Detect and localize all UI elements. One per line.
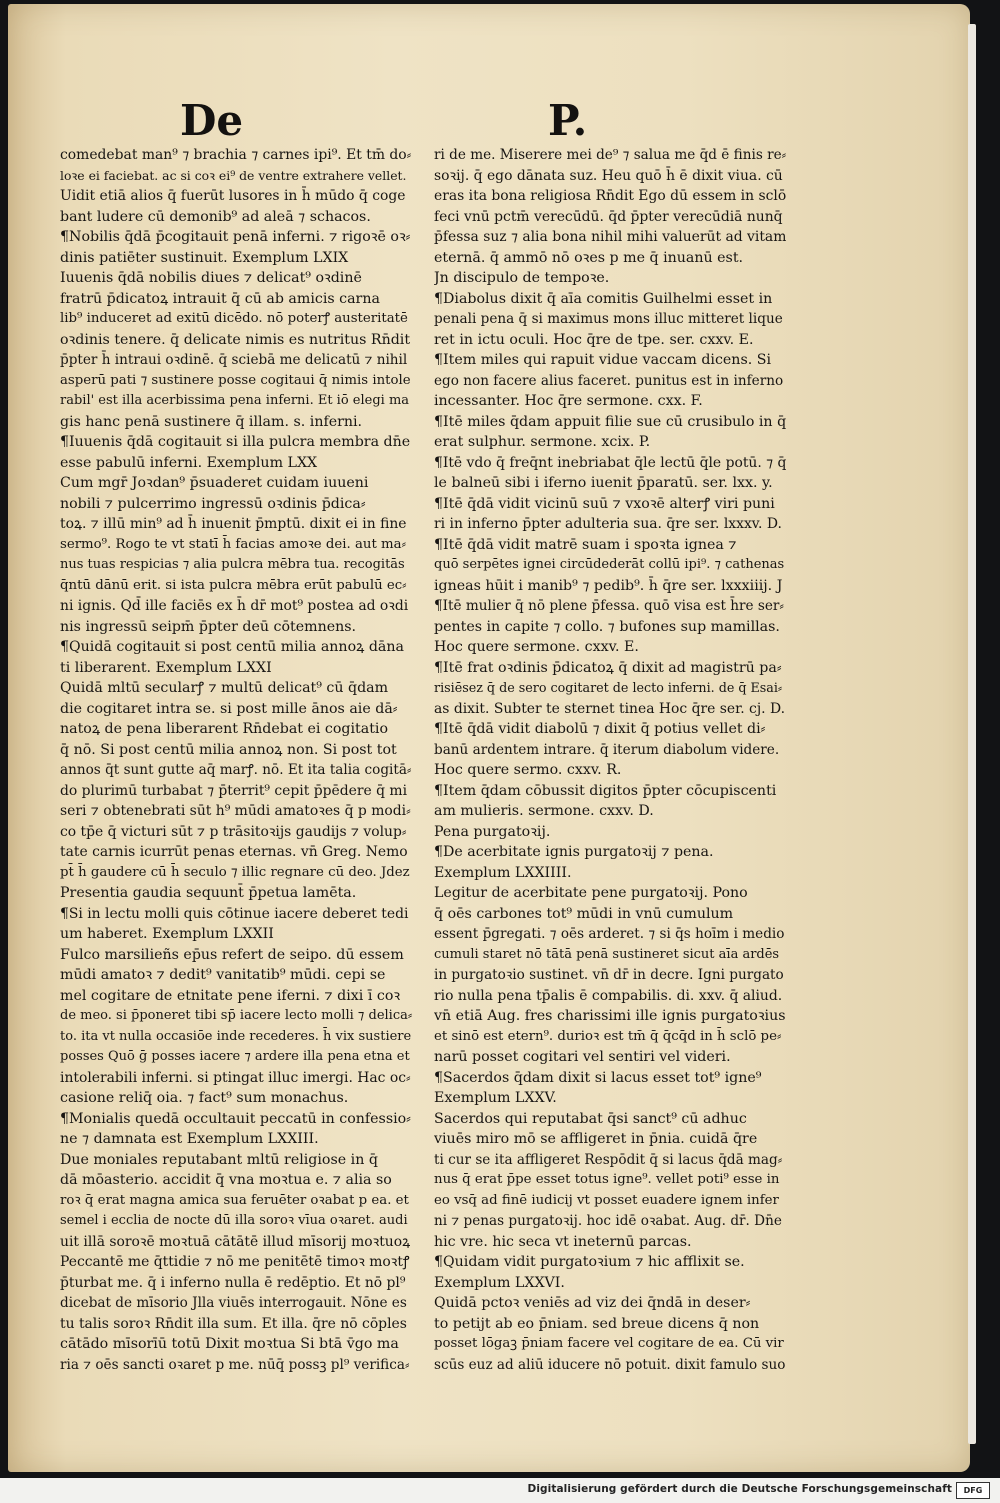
text-line: vn̄ etiā Aug. fres charissimi ille ignis purgatoꝛius: [434, 1008, 786, 1024]
text-line: sermo⁹. Rogo te vt statī h̄ facias amoꝛe dei. aut ma⸗: [60, 536, 407, 552]
text-line: intolerabili inferni. si ptingat illuc imergi. Hac oc⸗: [60, 1069, 411, 1086]
text-line: to petijt ab eo p̄niam. sed breue dicens q̄ non: [434, 1315, 760, 1332]
text-line: ego non facere alius faceret. punitus est in inferno: [434, 372, 784, 389]
text-line: ¶Itē frat oꝛdinis p̄dicatoꝝ q̄ dixit ad magistrū pa⸗: [434, 659, 782, 676]
running-header-right: P.: [548, 96, 588, 145]
text-line: Presentia gaudia sequunt̄ p̄petua lamēta.: [60, 885, 357, 901]
text-line: semel i ecclia de nocte dū illa soroꝛ vīua oꝛaret. audi: [60, 1213, 408, 1228]
text-line: casione reliq̄ oia. ⁊ fact⁹ sum monachus.: [60, 1090, 349, 1106]
footer-bar: [0, 1478, 1000, 1503]
text-line: in purgatoꝛio sustinet. vn̄ dr̄ in decre. Igni purgato: [434, 967, 784, 983]
text-line: p̄turbat me. q̄ i inferno nulla ē redēptio. Et nō pl⁹: [60, 1274, 406, 1291]
text-line: toꝝ. ⁊ illū min⁹ ad h̄ inuenit p̄mptū. dixit ei in fine: [60, 516, 407, 532]
text-line: rio nulla pena tp̄alis ē compabilis. di. xxv. q̄ aliud.: [434, 987, 783, 1004]
running-header-left: De: [180, 96, 244, 145]
text-line: nis ingressū seipm̄ p̄pter deū cōtemnens.: [60, 618, 357, 635]
text-line: ¶Itē q̄dā vidit matrē suam i spoꝛta ignea ⁊: [434, 536, 737, 553]
text-line: Exemplum LXXIIII.: [434, 864, 572, 881]
text-line: eo vsq̄ ad finē iudicij vt posset euadere ignem infer: [434, 1192, 779, 1208]
text-line: hic vre. hic seca vt ineternū parcas.: [434, 1233, 692, 1250]
text-line: ¶Quidā cogitauit si post centū milia annoꝝ dāna: [60, 639, 404, 655]
text-line: pentes in capite ⁊ collo. ⁊ bufones sup mamillas.: [434, 618, 780, 635]
text-line: nus tuas respicias ⁊ alia pulcra mēbra tua. recogitās: [60, 557, 405, 572]
text-line: ¶Itē mulier q̄ nō plene p̄fessa. quō visa est h̄re ser⸗: [434, 598, 784, 614]
text-line: soꝛij. q̄ ego dānata suz. Heu quō h̄ ē dixit viua. cū: [434, 167, 783, 184]
text-line: asperū pati ⁊ sustinere posse cogitaui q̄ nimis intole: [60, 372, 411, 388]
text-line: natoꝝ de pena liberarent Rn̄debat ei cogitatio: [60, 721, 388, 737]
text-line: penali pena q̄ si maximus mons illuc mitteret lique: [434, 311, 783, 327]
text-line: eras ita bona religiosa Rn̄dit Ego dū essem in sclō: [434, 188, 786, 204]
text-line: dicebat de mīsorio Jlla viuēs interrogauit. Nōne es: [60, 1295, 407, 1311]
text-line: tu talis soroꝛ Rn̄dit illa sum. Et illa. q̄re nō cōples: [60, 1315, 407, 1332]
text-line: Jn discipulo de tempoꝛe.: [434, 270, 610, 286]
text-line: ¶Si in lectu molli quis cōtinue iacere deberet tedi: [60, 905, 409, 922]
text-line: Fulco marsilieñs ep̄us refert de seipo. dū essem: [60, 946, 404, 963]
text-line: oꝛdinis tenere. q̄ delicate nimis es nutritus Rn̄dit: [60, 331, 411, 348]
text-line: Exemplum LXXVI.: [434, 1274, 565, 1291]
text-line: ¶Item q̄dam cōbussit digitos p̄pter cōcupiscenti: [434, 782, 777, 799]
text-line: mūdi amatoꝛ ⁊ dedit⁹ vanitatib⁹ mūdi. cepi se: [60, 967, 386, 983]
text-line: as dixit. Subter te sternet tinea Hoc q̄re ser. cj. D.: [434, 700, 786, 717]
text-line: igneas hūit i manib⁹ ⁊ pedib⁹. h̄ q̄re ser. lxxxiiij. J: [434, 577, 783, 594]
text-line: nus q̄ erat p̄pe esset totus igne⁹. vellet poti⁹ esse in: [434, 1172, 780, 1187]
dfg-logo: DFG: [956, 1482, 990, 1499]
text-line: Iuuenis q̄dā nobilis diues ⁊ delicat⁹ oꝛdinē: [60, 270, 362, 286]
text-line: Due moniales reputabant mltū religiose in q̄: [60, 1151, 378, 1168]
text-line: p̄pter h̄ intraui oꝛdinē. q̄ sciebā me delicatū ⁊ nihil: [60, 352, 408, 368]
text-line: am mulieris. sermone. cxxv. D.: [434, 803, 654, 819]
text-line: ¶Itē q̄dā vidit diabolū ⁊ dixit q̄ potius vellet di⸗: [434, 721, 766, 737]
text-line: ¶Nobilis q̄dā p̄cogitauit penā inferni. ⁊ rigoꝛē oꝛ⸗: [60, 229, 411, 245]
text-column-right: [434, 145, 786, 1375]
text-line: loꝛe ei faciebat. ac si coꝛ ei⁹ de ventre extrahere vellet.: [60, 167, 407, 183]
text-line: dā mōasterio. accidit q̄ vna moꝛtua e. ⁊ alia so: [60, 1172, 392, 1188]
text-line: lib⁹ induceret ad exitū dicēdo. nō poterꝭ austeritatē: [60, 311, 408, 326]
text-line: posset lōgaꝫ p̄niam facere vel cogitare de ea. Cū vir: [434, 1336, 784, 1351]
text-line: ¶Monialis quedā occultauit peccatū in confessio⸗: [60, 1110, 411, 1127]
text-line: ¶De acerbitate ignis purgatoꝛij ⁊ pena.: [434, 844, 714, 860]
text-line: cātādo mīsorīū totū Dixit moꝛtua Si btā v̄go ma: [60, 1336, 399, 1352]
text-line: ¶Diabolus dixit q̄ aīa comitis Guilhelmi esset in: [434, 290, 773, 307]
text-line: ni ignis. Qd̄ ille faciēs ex h̄ dr̄ mot⁹ postea ad oꝛdi: [60, 598, 409, 614]
text-line: fratrū p̄dicatoꝝ intrauit q̄ cū ab amicis carna: [60, 290, 380, 307]
text-line: ti cur se ita affligeret Respōdit q̄ si lacus q̄dā mag⸗: [434, 1151, 783, 1168]
text-line: Legitur de acerbitate pene purgatoꝛij. Pono: [434, 885, 748, 901]
text-line: ria ⁊ oēs sancti oꝛaret p me. nūq̄ possꝫ pl⁹ verifica⸗: [60, 1356, 410, 1373]
text-line: Quidā pctoꝛ veniēs ad viz dei q̄ndā in deser⸗: [434, 1295, 751, 1311]
text-line: uit illā soroꝛē moꝛtuā cātātē illud mīsorij moꝛtuoꝝ: [60, 1233, 411, 1250]
text-line: roꝛ q̄ erat magna amica sua feruēter oꝛabat p ea. et: [60, 1192, 409, 1208]
text-line: feci vnū pctm̄ verecūdū. q̄d p̄pter verecūdiā nunq̄: [434, 208, 783, 225]
text-line: ¶Itē vdo q̄ freq̄nt inebriabat q̄le lectū q̄le potū. ⁊ q̄: [434, 454, 786, 471]
text-line: comedebat man⁹ ⁊ brachia ⁊ carnes ipi⁹. Et tm̄ do⸗: [60, 147, 412, 163]
text-line: to. ita vt nulla occasiōe inde recederes. h̄ vix sustiere: [60, 1028, 412, 1044]
text-line: eternā. q̄ ammō nō oꝛes p me q̄ inuanū est.: [434, 249, 744, 266]
text-line: Uidit etiā alios q̄ fuerūt lusores in h̄ mūdo q̄ coge: [60, 188, 406, 204]
text-line: ri de me. Miserere mei de⁹ ⁊ salua me q̄d ē finis re⸗: [434, 147, 786, 163]
text-column-left: [60, 145, 412, 1375]
text-line: esse pabulū inferni. Exemplum LXX: [60, 454, 318, 471]
text-line: de meo. si p̄poneret tibi sp̄ iacere lecto molli ⁊ delica⸗: [60, 1008, 412, 1023]
text-line: ti liberarent. Exemplum LXXI: [60, 659, 272, 676]
text-line: risiēsez q̄ de sero cogitaret de lecto inferni. de q̄ Esai⸗: [434, 680, 783, 695]
text-line: le balneū sibi i iferno iuenit p̄paratū. ser. lxx. y.: [434, 475, 773, 491]
text-line: q̄ oēs carbones tot⁹ mūdi in vnū cumulum: [434, 905, 734, 922]
text-line: mel cogitare de etnitate pene iferni. ⁊ dixi ī coꝛ: [60, 987, 401, 1004]
text-line: et sinō est etern⁹. durioꝛ est tm̄ q̄ q̄cq̄d in h̄ sclō pe⸗: [434, 1028, 782, 1044]
text-line: quō serpētes ignei circūdederāt collū ipi⁹. ⁊ cathenas: [434, 557, 785, 572]
text-line: ret in ictu oculi. Hoc q̄re de tpe. ser. cxxv. E.: [434, 331, 754, 348]
text-line: dinis patiēter sustinuit. Exemplum LXIX: [60, 249, 349, 266]
text-line: ¶Quidam vidit purgatoꝛium ⁊ hic afflixit se.: [434, 1254, 745, 1270]
text-line: Hoc quere sermone. cxxv. E.: [434, 639, 639, 655]
text-line: gis hanc penā sustinere q̄ illam. s. inferni.: [60, 413, 363, 430]
text-line: co tp̄e q̄ victuri sūt ⁊ p trāsitoꝛijs gaudijs ⁊ volup⸗: [60, 823, 407, 840]
text-line: Pena purgatoꝛij.: [434, 823, 551, 840]
text-line: essent p̄gregati. ⁊ oēs arderet. ⁊ si q̄s hoīm i medio: [434, 926, 785, 942]
text-line: seri ⁊ obtenebrati sūt h⁹ mūdi amatoꝛes q̄ p modi⸗: [60, 803, 411, 819]
text-line: do plurimū turbabat ⁊ p̄territ⁹ cepit p̄pēdere q̄ mi: [60, 782, 408, 799]
text-line: scūs euz ad aliū iducere nō potuit. dixit famulo suo: [434, 1356, 786, 1373]
footer-credit: Digitalisierung gefördert durch die Deutsche Forschungsgemeinschaft: [527, 1483, 952, 1495]
text-line: q̄ntū dānū erit. si ista pulcra mēbra erūt pabulū ec⸗: [60, 577, 407, 593]
text-line: viuēs miro mō se affligeret in p̄nia. cuidā q̄re: [434, 1131, 758, 1147]
text-line: Exemplum LXXV.: [434, 1090, 557, 1106]
text-line: um haberet. Exemplum LXXII: [60, 926, 274, 942]
text-line: Quidā mltū secularꝭ ⁊ multū delicat⁹ cū q̄dam: [60, 680, 389, 696]
text-line: pt̄ h̄ gaudere cū h̄ seculo ⁊ illic regnare cū deo. Jdez: [60, 864, 410, 880]
text-line: banū ardentem intrare. q̄ iterum diabolum videre.: [434, 741, 780, 758]
text-line: Cum mgr̄ Joꝛdan⁹ p̄suaderet cuidam iuueni: [60, 475, 369, 491]
text-line: annos q̄t sunt gutte aq̄ marꝭ. nō. Et ita talia cogitā⸗: [60, 762, 412, 778]
text-line: erat sulphur. sermone. xcix. P.: [434, 434, 651, 450]
text-line: bant ludere cū demonib⁹ ad aleā ⁊ schacos.: [60, 208, 371, 225]
text-line: die cogitaret intra se. si post mille ānos aie dā⸗: [60, 700, 398, 717]
text-line: Peccantē me q̄ttidie ⁊ nō me penitētē timoꝛ moꝛtꝭ: [60, 1254, 410, 1270]
text-line: posses Quō ḡ posses iacere ⁊ ardere illa pena etna et: [60, 1049, 410, 1064]
text-line: ¶Item miles qui rapuit vidue vaccam dicens. Si: [434, 352, 772, 368]
text-line: p̄fessa suz ⁊ alia bona nihil mihi valuerūt ad vitam: [434, 229, 786, 245]
page-edge: [968, 24, 976, 1444]
text-line: q̄ nō. Si post centū milia annoꝝ non. Si post tot: [60, 741, 397, 758]
text-line: Hoc quere sermo. cxxv. R.: [434, 762, 622, 778]
text-line: rabil' est illa acerbissima pena inferni. Et iō elegi ma: [60, 393, 410, 408]
text-line: ¶Itē q̄dā vidit vicinū suū ⁊ vxoꝛē alterꝭ viri puni: [434, 495, 775, 512]
text-line: ne ⁊ damnata est Exemplum LXXIII.: [60, 1131, 319, 1147]
text-line: ni ⁊ penas purgatoꝛij. hoc idē oꝛabat. Aug. dr̄. Dn̄e: [434, 1213, 782, 1229]
text-line: nobili ⁊ pulcerrimo ingressū oꝛdinis p̄dica⸗: [60, 495, 366, 512]
text-line: ¶Sacerdos q̄dam dixit si lacus esset tot⁹ igne⁹: [434, 1069, 762, 1086]
text-line: narū posset cogitari vel sentiri vel videri.: [434, 1049, 731, 1065]
text-line: incessanter. Hoc q̄re sermone. cxx. F.: [434, 393, 703, 409]
text-line: tate carnis icurrūt penas eternas. vn̄ Greg. Nemo: [60, 844, 408, 860]
text-line: ri in inferno p̄pter adulteria sua. q̄re ser. lxxxv. D.: [434, 516, 782, 532]
text-line: Sacerdos qui reputabat q̄si sanct⁹ cū adhuc: [434, 1110, 747, 1127]
text-line: ¶Iuuenis q̄dā cogitauit si illa pulcra membra dn̄e: [60, 434, 411, 450]
text-line: cumuli staret nō tātā penā sustineret sicut aīa ardēs: [434, 946, 780, 962]
text-line: ¶Itē miles q̄dam appuit filie sue cū crusibulo in q̄: [434, 413, 786, 430]
